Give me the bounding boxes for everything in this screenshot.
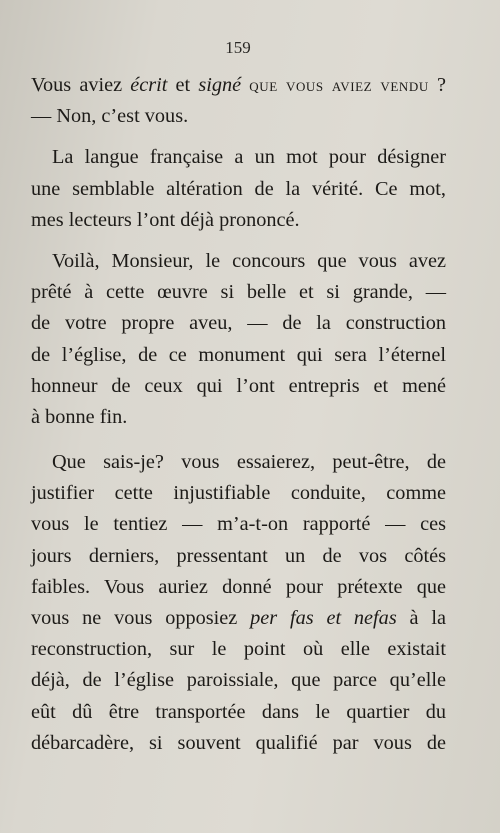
text-line: Voilà, Monsieur, le concours que vous avez [52,249,446,272]
text-line: vous le tentiez — m’a-t-on rapporté — ces [31,513,446,536]
small-caps-run: que vous aviez vendu [249,75,429,95]
body-text [31,70,446,759]
italic-run: écrit [130,74,168,96]
text-line: La langue française a un mot pour désigner [52,146,446,169]
text-line: Que sais-je? vous essaierez, peut-être, de [52,451,446,474]
text-line: justifier cette injustifiable conduite, comme [31,482,446,505]
text-run: Vous aviez [31,74,131,96]
text-line: reconstruction, sur le point où elle existait [31,638,446,661]
text-line: une semblable altération de la vérité. Ce mot, [31,177,446,200]
text-line: honneur de ceux qui l’ont entrepris et mené [31,374,446,397]
page-number: 159 [225,38,251,57]
paragraph-1 [31,70,446,132]
text-line: eût dû être transportée dans le quartier du [31,700,446,723]
text-run: vous ne vous opposiez [31,607,251,629]
text-line: de votre propre aveu, — de la construction [31,312,446,335]
paragraph-3 [31,246,446,433]
text-line [31,70,446,101]
text-run: et [167,74,199,96]
italic-run: signé [198,74,242,96]
italic-run: per fas et nefas [250,607,397,629]
text-line: de l’église, de ce monument qui sera l’éternel [31,343,446,366]
paragraph-4 [31,447,446,759]
text-line: — Non, c’est vous. [31,105,189,128]
text-line [31,603,446,634]
text-line: déjà, de l’église paroissiale, que parce qu’elle [31,669,446,692]
text-run: à la [396,607,446,629]
text-run: ? [428,74,447,96]
text-line: à bonne fin. [31,405,128,428]
text-line: jours derniers, pressentant un de vos côtés [31,544,446,567]
text-line: mes lecteurs l’ont déjà prononcé. [31,208,300,231]
paragraph-2 [31,142,446,236]
text-line: débarcadère, si souvent qualifié par vous de [31,731,446,754]
text-line: faibles. Vous auriez donné pour prétexte que [31,575,446,598]
text-line: prêté à cette œuvre si belle et si grande, — [31,281,446,304]
